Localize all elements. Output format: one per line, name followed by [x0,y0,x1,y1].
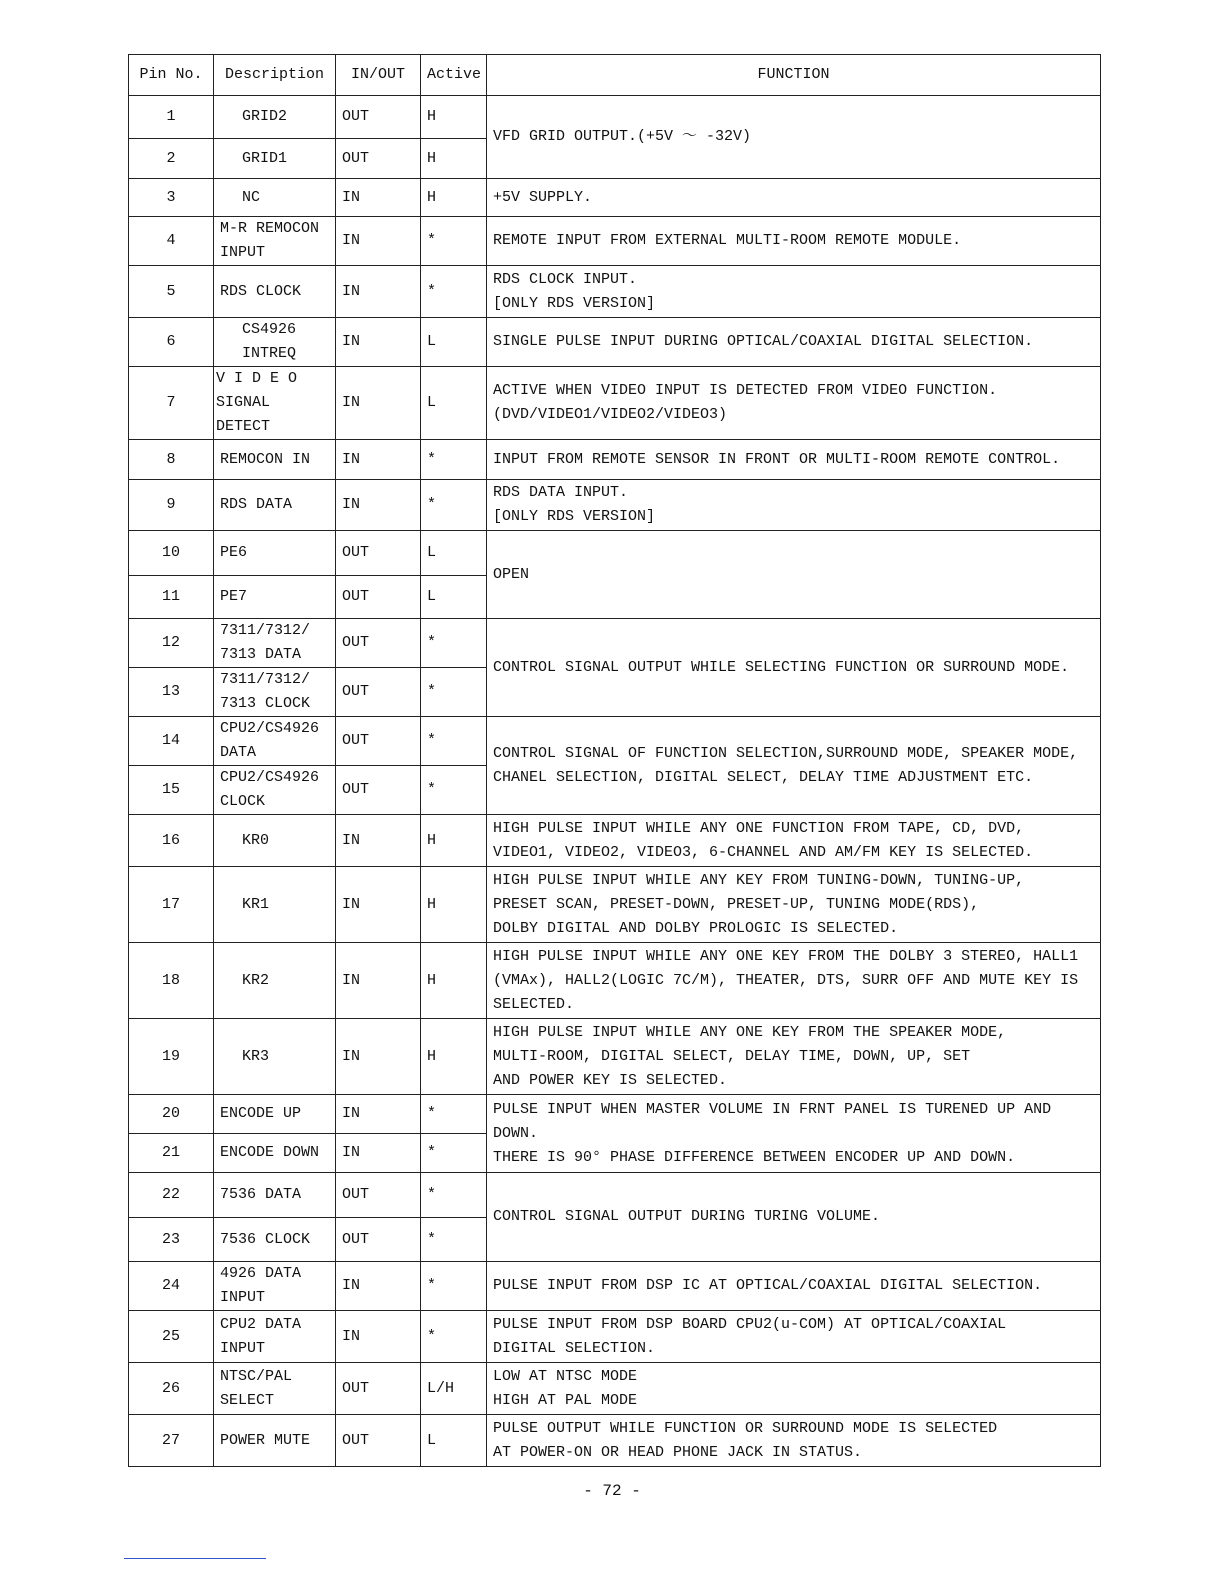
pin-direction: IN [336,815,421,867]
table-row [129,96,1101,139]
pin-active-level: * [421,217,487,266]
page-number: - 72 - [583,1482,641,1500]
header-pin-no: Pin No. [129,55,214,96]
pin-description: 7536 DATA [214,1173,336,1218]
table-row [129,1311,1101,1363]
pin-active-level: H [421,867,487,943]
pin-direction: OUT [336,619,421,668]
pin-number: 8 [129,440,214,480]
pin-function: LOW AT NTSC MODE HIGH AT PAL MODE [487,1363,1101,1415]
pin-function: PULSE OUTPUT WHILE FUNCTION OR SURROUND MODE IS SELECTED AT POWER-ON OR HEAD PHONE JACK IN STATUS. [487,1415,1101,1467]
pin-description: GRID2 [214,96,336,139]
table-row [129,867,1101,943]
pin-active-level: * [421,1095,487,1134]
pin-number: 19 [129,1019,214,1095]
pin-direction: IN [336,480,421,531]
table-row [129,1173,1101,1218]
pin-number: 18 [129,943,214,1019]
pin-direction: OUT [336,668,421,717]
table-row [129,367,1101,440]
pin-number: 22 [129,1173,214,1218]
table-row [129,815,1101,867]
table-row [129,1019,1101,1095]
pin-direction: IN [336,440,421,480]
pin-direction: IN [336,1019,421,1095]
pin-direction: IN [336,867,421,943]
pin-active-level: * [421,1311,487,1363]
pin-active-level: H [421,96,487,139]
pin-description: GRID1 [214,139,336,179]
pin-active-level: * [421,619,487,668]
pin-number: 20 [129,1095,214,1134]
pin-number: 2 [129,139,214,179]
table-row [129,266,1101,318]
pin-active-level: * [421,668,487,717]
pin-direction: IN [336,266,421,318]
pin-active-level: * [421,480,487,531]
pin-description: NTSC/PAL SELECT [214,1363,336,1415]
pin-number: 1 [129,96,214,139]
pin-number: 14 [129,717,214,766]
pin-function: RDS DATA INPUT. [ONLY RDS VERSION] [487,480,1101,531]
pin-description: REMOCON IN [214,440,336,480]
pin-number: 21 [129,1134,214,1173]
table-row [129,717,1101,766]
pin-number: 3 [129,179,214,217]
pin-active-level: L [421,367,487,440]
pin-function: ACTIVE WHEN VIDEO INPUT IS DETECTED FROM VIDEO FUNCTION. (DVD/VIDEO1/VIDEO2/VIDEO3) [487,367,1101,440]
pin-function: REMOTE INPUT FROM EXTERNAL MULTI-ROOM REMOTE MODULE. [487,217,1101,266]
pin-function: INPUT FROM REMOTE SENSOR IN FRONT OR MULTI-ROOM REMOTE CONTROL. [487,440,1101,480]
footer-rule [124,1558,266,1559]
pin-number: 11 [129,576,214,619]
pin-function: PULSE INPUT FROM DSP BOARD CPU2(u-COM) AT OPTICAL/COAXIAL DIGITAL SELECTION. [487,1311,1101,1363]
pin-active-level: L [421,576,487,619]
pin-direction: IN [336,1311,421,1363]
pin-description: CPU2/CS4926 CLOCK [214,766,336,815]
pin-number: 17 [129,867,214,943]
pin-description: KR2 [214,943,336,1019]
pin-description: POWER MUTE [214,1415,336,1467]
header-active: Active [421,55,487,96]
table-row [129,619,1101,668]
table-header-row [129,55,1101,96]
pin-function-table [128,54,1101,1467]
pin-direction: OUT [336,1173,421,1218]
table-row [129,440,1101,480]
pin-description: 7311/7312/ 7313 CLOCK [214,668,336,717]
table-row [129,179,1101,217]
pin-active-level: H [421,815,487,867]
pin-direction: OUT [336,531,421,576]
pin-function: RDS CLOCK INPUT. [ONLY RDS VERSION] [487,266,1101,318]
header-description: Description [214,55,336,96]
pin-function: HIGH PULSE INPUT WHILE ANY ONE KEY FROM THE SPEAKER MODE, MULTI-ROOM, DIGITAL SELECT, DELAY TIME, DOWN, UP, SET AND POWER KEY IS SELECTED. [487,1019,1101,1095]
pin-description: CPU2/CS4926 DATA [214,717,336,766]
pin-active-level: H [421,179,487,217]
pin-number: 10 [129,531,214,576]
pin-number: 24 [129,1262,214,1311]
pin-number: 9 [129,480,214,531]
pin-function: HIGH PULSE INPUT WHILE ANY ONE FUNCTION FROM TAPE, CD, DVD, VIDEO1, VIDEO2, VIDEO3, 6-CHANNEL AND AM/FM KEY IS SELECTED. [487,815,1101,867]
pin-function: HIGH PULSE INPUT WHILE ANY KEY FROM TUNING-DOWN, TUNING-UP, PRESET SCAN, PRESET-DOWN, PRESET-UP, TUNING MODE(RDS), DOLBY DIGITAL AND DOLBY PROLOGIC IS SELECTED. [487,867,1101,943]
table-row [129,318,1101,367]
pin-description: ENCODE DOWN [214,1134,336,1173]
pin-number: 27 [129,1415,214,1467]
pin-function: CONTROL SIGNAL OUTPUT DURING TURING VOLUME. [487,1173,1101,1262]
pin-description: 7311/7312/ 7313 DATA [214,619,336,668]
pin-active-level: L [421,1415,487,1467]
pin-description: M-R REMOCON INPUT [214,217,336,266]
pin-active-level: L [421,531,487,576]
pin-number: 26 [129,1363,214,1415]
pin-description: 4926 DATA INPUT [214,1262,336,1311]
pin-direction: OUT [336,766,421,815]
pin-number: 15 [129,766,214,815]
pin-active-level: H [421,139,487,179]
pin-direction: IN [336,1095,421,1134]
pin-description: RDS CLOCK [214,266,336,318]
pin-number: 25 [129,1311,214,1363]
pin-active-level: * [421,766,487,815]
pin-direction: IN [336,367,421,440]
pin-direction: IN [336,217,421,266]
pin-active-level: * [421,1173,487,1218]
pin-description: NC [214,179,336,217]
pin-function: OPEN [487,531,1101,619]
pin-description: ENCODE UP [214,1095,336,1134]
pin-description: PE6 [214,531,336,576]
pin-number: 7 [129,367,214,440]
pin-description: KR1 [214,867,336,943]
pin-function: PULSE INPUT FROM DSP IC AT OPTICAL/COAXIAL DIGITAL SELECTION. [487,1262,1101,1311]
pin-function: CONTROL SIGNAL OF FUNCTION SELECTION,SURROUND MODE, SPEAKER MODE, CHANEL SELECTION, DIGITAL SELECT, DELAY TIME ADJUSTMENT ETC. [487,717,1101,815]
pin-active-level: L/H [421,1363,487,1415]
pin-active-level: H [421,943,487,1019]
pin-direction: OUT [336,576,421,619]
table-row [129,1095,1101,1134]
pin-function: SINGLE PULSE INPUT DURING OPTICAL/COAXIAL DIGITAL SELECTION. [487,318,1101,367]
pin-description: 7536 CLOCK [214,1218,336,1262]
pin-description: V I D E O SIGNAL DETECT [214,367,336,440]
pin-description: RDS DATA [214,480,336,531]
pin-number: 12 [129,619,214,668]
pin-number: 13 [129,668,214,717]
pin-direction: OUT [336,139,421,179]
pin-direction: IN [336,179,421,217]
pin-active-level: * [421,1134,487,1173]
pin-number: 16 [129,815,214,867]
pin-active-level: L [421,318,487,367]
pin-direction: IN [336,1134,421,1173]
pin-active-level: * [421,1218,487,1262]
pin-direction: OUT [336,1363,421,1415]
pin-function: PULSE INPUT WHEN MASTER VOLUME IN FRNT PANEL IS TURENED UP AND DOWN. THERE IS 90° PHASE DIFFERENCE BETWEEN ENCODER UP AND DOWN. [487,1095,1101,1173]
header-function: FUNCTION [487,55,1101,96]
pin-active-level: * [421,1262,487,1311]
pin-function: CONTROL SIGNAL OUTPUT WHILE SELECTING FUNCTION OR SURROUND MODE. [487,619,1101,717]
table-row [129,217,1101,266]
pin-description: KR0 [214,815,336,867]
table-row [129,1415,1101,1467]
pin-description: KR3 [214,1019,336,1095]
pin-direction: IN [336,1262,421,1311]
pin-number: 4 [129,217,214,266]
pin-function: HIGH PULSE INPUT WHILE ANY ONE KEY FROM THE DOLBY 3 STEREO, HALL1 (VMAx), HALL2(LOGIC 7C/M), THEATER, DTS, SURR OFF AND MUTE KEY IS SELECTED. [487,943,1101,1019]
pin-description: CS4926 INTREQ [214,318,336,367]
table-body [129,96,1101,1467]
pin-number: 23 [129,1218,214,1262]
pin-active-level: * [421,440,487,480]
pin-direction: OUT [336,717,421,766]
table-row [129,943,1101,1019]
pin-active-level: * [421,266,487,318]
pin-direction: OUT [336,96,421,139]
table-row [129,480,1101,531]
header-in-out: IN/OUT [336,55,421,96]
pin-number: 6 [129,318,214,367]
table-row [129,1262,1101,1311]
table-row [129,531,1101,576]
pin-active-level: H [421,1019,487,1095]
pin-direction: IN [336,943,421,1019]
pin-description: CPU2 DATA INPUT [214,1311,336,1363]
pin-number: 5 [129,266,214,318]
pin-direction: IN [336,318,421,367]
pin-direction: OUT [336,1415,421,1467]
pin-description: PE7 [214,576,336,619]
pin-direction: OUT [336,1218,421,1262]
pin-function: +5V SUPPLY. [487,179,1101,217]
table-row [129,1363,1101,1415]
pin-function: VFD GRID OUTPUT.(+5V ～ -32V) [487,96,1101,179]
pin-active-level: * [421,717,487,766]
